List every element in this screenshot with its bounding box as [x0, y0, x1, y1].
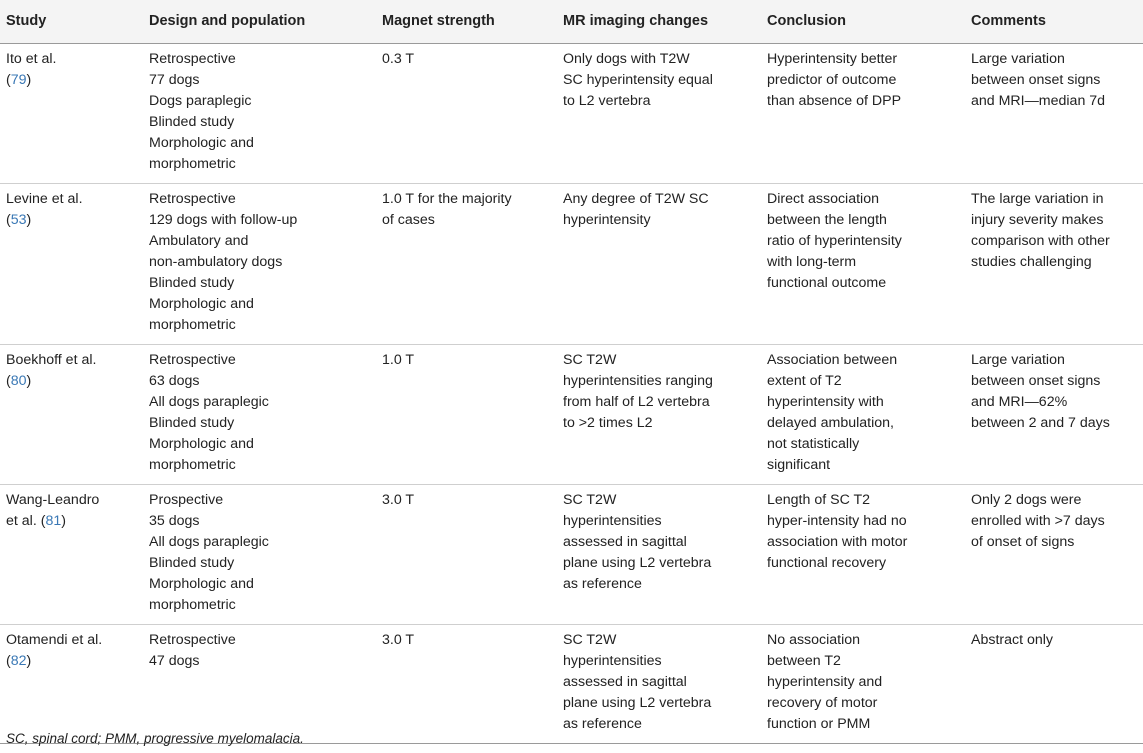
cell-line: Any degree of T2W SC: [563, 190, 709, 207]
cell-line: Morphologic and: [149, 134, 254, 151]
study-line: [6, 651, 143, 672]
cell-line: Only 2 dogs were: [971, 491, 1082, 508]
cell-line: hyperintensity: [563, 211, 651, 228]
cell-mr-imaging-changes: [563, 43, 767, 183]
cell-line: Large variation: [971, 351, 1065, 368]
cell-mr-imaging-changes: [563, 484, 767, 624]
cell-study: [0, 344, 149, 484]
study-text: (: [6, 652, 11, 669]
cell-line: studies challenging: [971, 253, 1092, 270]
cell-line: Only dogs with T2W: [563, 50, 690, 67]
cell-line: Ambulatory and: [149, 232, 249, 249]
study-text: (: [6, 372, 11, 389]
cell-line: Prospective: [149, 491, 224, 508]
cell-line: SC hyperintensity equal: [563, 71, 713, 88]
cell-line: hyperintensities: [563, 512, 662, 529]
cell-line: of onset of signs: [971, 533, 1075, 550]
study-line: [6, 490, 143, 511]
cell-line: predictor of outcome: [767, 71, 897, 88]
cell-line: The large variation in: [971, 190, 1104, 207]
study-text: ): [61, 512, 66, 529]
study-text: Ito et al.: [6, 50, 57, 67]
cell-line: Retrospective: [149, 190, 236, 207]
reference-link[interactable]: 53: [10, 211, 27, 228]
cell-line: between 2 and 7 days: [971, 414, 1110, 431]
cell-line: Length of SC T2: [767, 491, 871, 508]
cell-design-population: [149, 344, 382, 484]
cell-line: Abstract only: [971, 631, 1054, 648]
cell-line: hyperintensities ranging: [563, 372, 713, 389]
cell-line: as reference: [563, 715, 642, 732]
cell-line: non-ambulatory dogs: [149, 253, 283, 270]
cell-conclusion: [767, 484, 971, 624]
study-line: [6, 371, 143, 392]
cell-comments: [971, 484, 1143, 624]
study-text: ): [26, 372, 32, 389]
cell-study: [0, 624, 149, 743]
study-text: (: [6, 71, 11, 88]
study-line: [6, 70, 143, 91]
cell-line: recovery of motor: [767, 694, 878, 711]
cell-magnet-strength: [382, 484, 563, 624]
cell-line: 1.0 T for the majority: [382, 190, 512, 207]
cell-line: hyperintensity with: [767, 393, 884, 410]
table-body: [0, 43, 1143, 743]
cell-line: plane using L2 vertebra: [563, 694, 712, 711]
study-text: Wang-Leandro: [6, 491, 100, 508]
cell-line: to >2 times L2: [563, 414, 653, 431]
cell-line: All dogs paraplegic: [149, 533, 269, 550]
cell-line: hyperintensity and: [767, 673, 883, 690]
study-text: Levine et al.: [6, 190, 83, 207]
cell-line: ratio of hyperintensity: [767, 232, 902, 249]
study-text: ): [26, 211, 32, 228]
table-row: [0, 43, 1143, 183]
cell-mr-imaging-changes: [563, 183, 767, 344]
header-mr-imaging-changes: MR imaging changes: [563, 0, 767, 43]
study-line: [6, 511, 143, 532]
cell-line: functional outcome: [767, 274, 887, 291]
study-line: [6, 630, 143, 651]
cell-line: Morphologic and: [149, 435, 254, 452]
cell-line: to L2 vertebra: [563, 92, 651, 109]
cell-comments: [971, 624, 1143, 743]
cell-line: 1.0 T: [382, 351, 415, 368]
cell-line: Retrospective: [149, 50, 236, 67]
table-row: [0, 344, 1143, 484]
cell-design-population: [149, 624, 382, 743]
table-row: [0, 484, 1143, 624]
cell-conclusion: [767, 43, 971, 183]
study-line: [6, 350, 143, 371]
cell-line: SC T2W: [563, 631, 617, 648]
cell-conclusion: [767, 183, 971, 344]
cell-line: Blinded study: [149, 113, 235, 130]
reference-link[interactable]: 82: [10, 652, 27, 669]
cell-magnet-strength: [382, 43, 563, 183]
cell-line: Dogs paraplegic: [149, 92, 252, 109]
cell-line: significant: [767, 456, 831, 473]
cell-line: 0.3 T: [382, 50, 415, 67]
cell-line: morphometric: [149, 316, 236, 333]
cell-line: between the length: [767, 211, 887, 228]
cell-line: assessed in sagittal: [563, 673, 687, 690]
cell-line: delayed ambulation,: [767, 414, 894, 431]
table-row: [0, 624, 1143, 743]
cell-line: Blinded study: [149, 554, 235, 571]
cell-line: Hyperintensity better: [767, 50, 898, 67]
cell-line: Morphologic and: [149, 575, 254, 592]
cell-line: Large variation: [971, 50, 1065, 67]
study-text: (: [6, 211, 11, 228]
cell-line: morphometric: [149, 155, 236, 172]
cell-line: not statistically: [767, 435, 860, 452]
cell-design-population: [149, 43, 382, 183]
cell-line: 129 dogs with follow-up: [149, 211, 298, 228]
cell-magnet-strength: [382, 344, 563, 484]
cell-line: 77 dogs: [149, 71, 200, 88]
cell-conclusion: [767, 344, 971, 484]
reference-link[interactable]: 79: [10, 71, 27, 88]
cell-line: between onset signs: [971, 372, 1101, 389]
cell-line: and MRI—62%: [971, 393, 1068, 410]
study-text: et al. (: [6, 512, 46, 529]
cell-line: Retrospective: [149, 351, 236, 368]
cell-mr-imaging-changes: [563, 344, 767, 484]
cell-line: Morphologic and: [149, 295, 254, 312]
cell-line: 3.0 T: [382, 631, 415, 648]
cell-comments: [971, 43, 1143, 183]
cell-line: 47 dogs: [149, 652, 200, 669]
cell-study: [0, 183, 149, 344]
cell-line: SC T2W: [563, 491, 617, 508]
study-text: ): [26, 652, 32, 669]
header-magnet-strength: Magnet strength: [382, 0, 563, 43]
header-design-population: Design and population: [149, 0, 382, 43]
study-text: Boekhoff et al.: [6, 351, 97, 368]
cell-line: SC T2W: [563, 351, 617, 368]
table-footnote: SC, spinal cord; PMM, progressive myelomalacia.: [6, 731, 304, 746]
cell-line: association with motor: [767, 533, 908, 550]
cell-line: hyperintensities: [563, 652, 662, 669]
cell-line: Blinded study: [149, 414, 235, 431]
cell-mr-imaging-changes: [563, 624, 767, 743]
cell-comments: [971, 344, 1143, 484]
cell-line: Retrospective: [149, 631, 236, 648]
cell-line: functional recovery: [767, 554, 887, 571]
study-text: ): [26, 71, 32, 88]
study-line: [6, 210, 143, 231]
cell-comments: [971, 183, 1143, 344]
study-text: Otamendi et al.: [6, 631, 103, 648]
cell-design-population: [149, 484, 382, 624]
reference-link[interactable]: 80: [10, 372, 27, 389]
cell-line: No association: [767, 631, 861, 648]
cell-line: plane using L2 vertebra: [563, 554, 712, 571]
cell-line: 3.0 T: [382, 491, 415, 508]
cell-line: All dogs paraplegic: [149, 393, 269, 410]
cell-line: Association between: [767, 351, 898, 368]
header-conclusion: Conclusion: [767, 0, 971, 43]
reference-link[interactable]: 81: [45, 512, 62, 529]
cell-line: than absence of DPP: [767, 92, 902, 109]
cell-study: [0, 43, 149, 183]
cell-line: assessed in sagittal: [563, 533, 687, 550]
cell-line: Blinded study: [149, 274, 235, 291]
cell-line: with long-term: [767, 253, 857, 270]
cell-line: comparison with other: [971, 232, 1110, 249]
cell-study: [0, 484, 149, 624]
header-comments: Comments: [971, 0, 1143, 43]
cell-line: as reference: [563, 575, 642, 592]
cell-line: 63 dogs: [149, 372, 200, 389]
cell-magnet-strength: [382, 183, 563, 344]
cell-line: Direct association: [767, 190, 879, 207]
cell-line: of cases: [382, 211, 435, 228]
table-row: [0, 183, 1143, 344]
cell-line: injury severity makes: [971, 211, 1104, 228]
cell-magnet-strength: [382, 624, 563, 743]
cell-line: function or PMM: [767, 715, 871, 732]
cell-line: and MRI—median 7d: [971, 92, 1106, 109]
cell-line: extent of T2: [767, 372, 842, 389]
cell-line: enrolled with >7 days: [971, 512, 1105, 529]
cell-line: morphometric: [149, 596, 236, 613]
header-study: Study: [0, 0, 149, 43]
cell-line: between onset signs: [971, 71, 1101, 88]
cell-line: between T2: [767, 652, 841, 669]
cell-design-population: [149, 183, 382, 344]
study-line: [6, 49, 143, 70]
cell-conclusion: [767, 624, 971, 743]
cell-line: morphometric: [149, 456, 236, 473]
cell-line: hyper-intensity had no: [767, 512, 907, 529]
cell-line: 35 dogs: [149, 512, 200, 529]
cell-line: from half of L2 vertebra: [563, 393, 710, 410]
study-line: [6, 189, 143, 210]
table-header-row: [0, 0, 1143, 43]
